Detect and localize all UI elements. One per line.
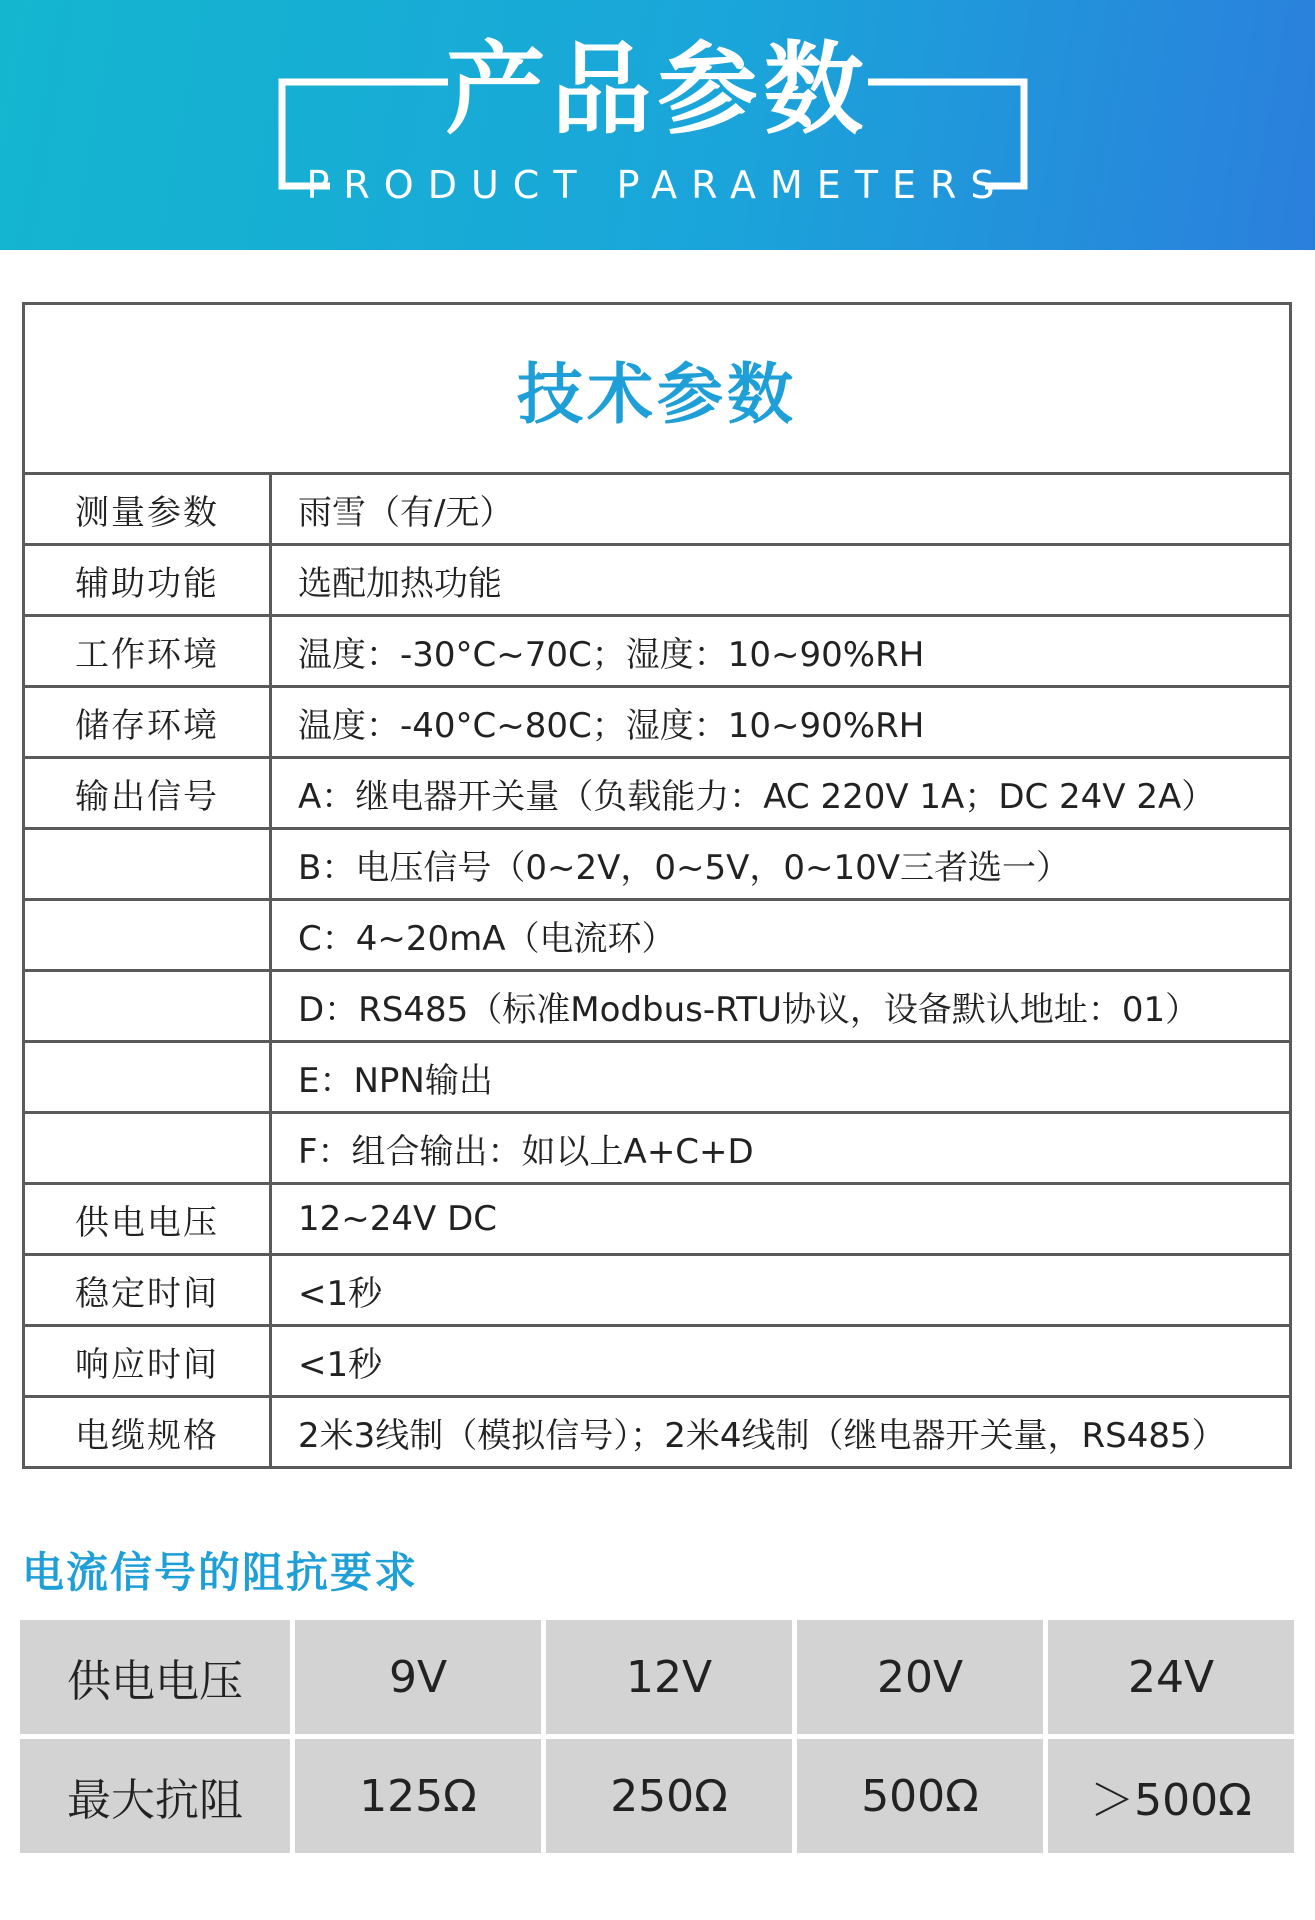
spec-key: 工作环境	[25, 617, 272, 685]
spec-value: 2米3线制（模拟信号）；2米4线制（继电器开关量，RS485）	[298, 1415, 1226, 1456]
impedance-cell: 12V	[546, 1620, 792, 1734]
spec-key: 输出信号	[25, 759, 272, 827]
spec-value: E：NPN输出	[298, 1060, 493, 1101]
spec-key	[25, 901, 272, 969]
table-row	[25, 1327, 1289, 1398]
spec-title-row	[25, 305, 1289, 475]
table-row	[25, 475, 1289, 546]
spec-value: F：组合输出：如以上A+C+D	[298, 1131, 754, 1172]
table-row	[25, 617, 1289, 688]
spec-value: 12~24V DC	[298, 1199, 498, 1239]
spec-key: 辅助功能	[25, 546, 272, 614]
table-row	[25, 1256, 1289, 1327]
spec-key	[25, 1114, 272, 1182]
spec-value: C：4~20mA（电流环）	[298, 918, 676, 959]
spec-value: 雨雪（有/无）	[298, 492, 514, 533]
spec-key: 储存环境	[25, 688, 272, 756]
table-row	[25, 1185, 1289, 1256]
impedance-cell: 125Ω	[295, 1739, 541, 1853]
impedance-cell: 250Ω	[546, 1739, 792, 1853]
impedance-row-header: 供电电压	[20, 1620, 290, 1734]
spec-value: D：RS485（标准Modbus-RTU协议，设备默认地址：01）	[298, 989, 1200, 1030]
spec-key	[25, 830, 272, 898]
table-row	[25, 901, 1289, 972]
table-row	[25, 972, 1289, 1043]
spec-key: 电缆规格	[25, 1398, 272, 1466]
table-row	[25, 1114, 1289, 1185]
spec-key: 响应时间	[25, 1327, 272, 1395]
spec-value: A：继电器开关量（负载能力：AC 220V 1A；DC 24V 2A）	[298, 776, 1216, 817]
spec-value: <1秒	[298, 1344, 383, 1385]
impedance-heading: 电流信号的阻抗要求	[22, 1548, 419, 1597]
table-row	[25, 546, 1289, 617]
spec-key: 测量参数	[25, 475, 272, 543]
impedance-cell: 500Ω	[797, 1739, 1043, 1853]
table-row	[25, 1398, 1289, 1466]
spec-key	[25, 1043, 272, 1111]
spec-key: 稳定时间	[25, 1256, 272, 1324]
table-row	[25, 688, 1289, 759]
spec-value: <1秒	[298, 1273, 383, 1314]
table-row	[25, 830, 1289, 901]
impedance-cell: 24V	[1048, 1620, 1294, 1734]
table-row	[25, 1043, 1289, 1114]
banner-title: 产品参数	[445, 31, 870, 148]
banner-subtitle: PRODUCT PARAMETERS	[306, 163, 1009, 207]
spec-key	[25, 972, 272, 1040]
spec-key: 供电电压	[25, 1185, 272, 1253]
impedance-table	[20, 1620, 1294, 1853]
spec-value: 选配加热功能	[298, 563, 502, 604]
impedance-row-header: 最大抗阻	[20, 1739, 290, 1853]
impedance-cell: 9V	[295, 1620, 541, 1734]
header-banner	[0, 0, 1315, 250]
spec-value: 温度：-40°C~80C；湿度：10~90%RH	[298, 705, 925, 746]
spec-value: 温度：-30°C~70C；湿度：10~90%RH	[298, 634, 925, 675]
impedance-cell: 20V	[797, 1620, 1043, 1734]
spec-value: B：电压信号（0~2V，0~5V，0~10V三者选一）	[298, 847, 1070, 888]
table-row	[25, 759, 1289, 830]
spec-table	[22, 302, 1292, 1469]
impedance-cell: ＞500Ω	[1048, 1739, 1294, 1853]
spec-title: 技术参数	[517, 356, 797, 433]
